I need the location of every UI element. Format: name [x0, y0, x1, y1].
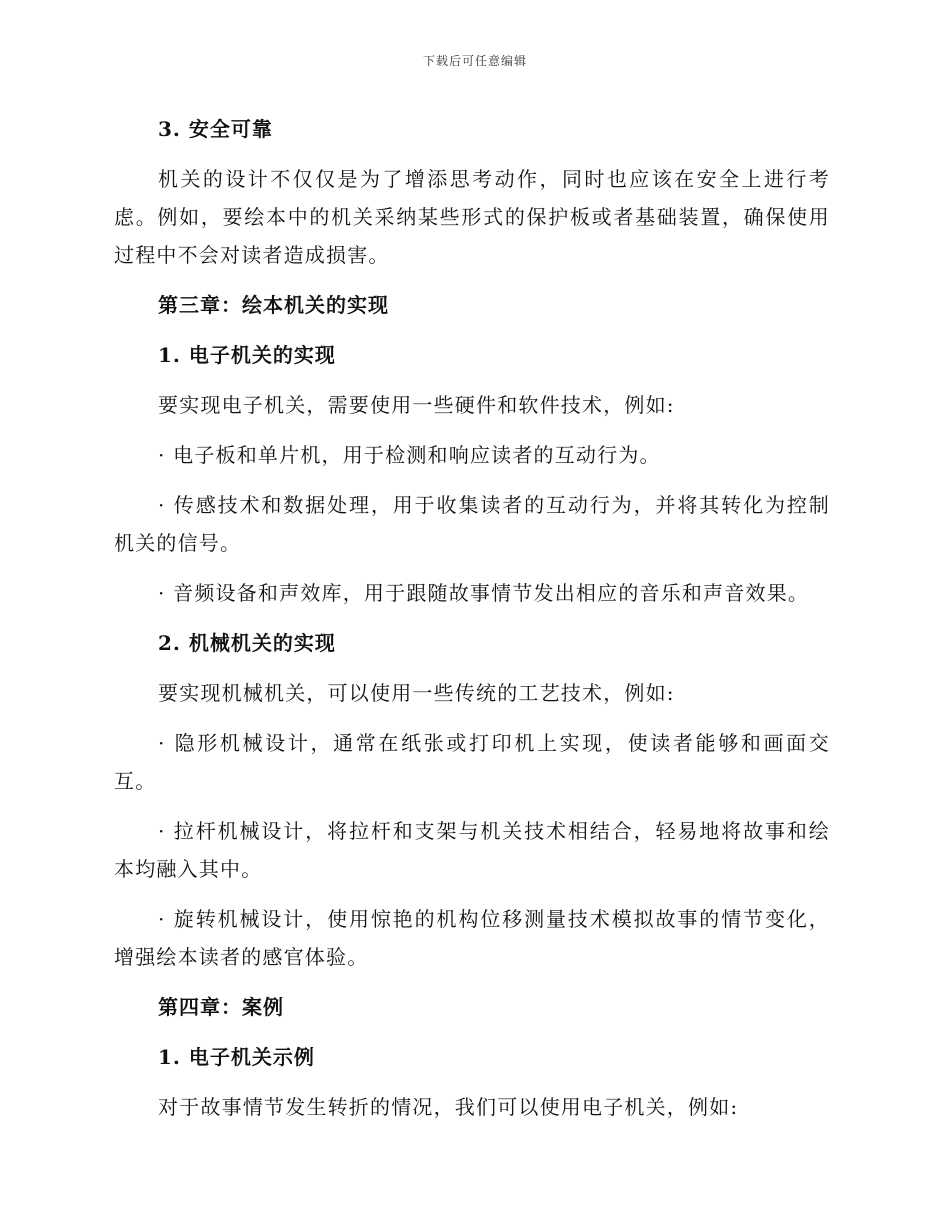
list-item: · 旋转机械设计，使用惊艳的机构位移测量技术模拟故事的情节变化，增强绘本读者的感官体验。 — [114, 907, 830, 969]
section-heading-example: 1. 电子机关示例 — [158, 1045, 315, 1069]
section-heading-electronic: 1. 电子机关的实现 — [158, 343, 336, 367]
list-item: · 电子板和单片机，用于检测和响应读者的互动行为。 — [158, 443, 661, 467]
chapter-heading-3: 第三章：绘本机关的实现 — [158, 293, 389, 317]
paragraph-example-intro: 对于故事情节发生转折的情况，我们可以使用电子机关，例如: — [158, 1095, 739, 1119]
list-item: · 隐形机械设计，通常在纸张或打印机上实现，使读者能够和画面交互。 — [114, 731, 830, 793]
list-item: · 音频设备和声效库，用于跟随故事情节发出相应的音乐和声音效果。 — [158, 581, 810, 605]
list-item: · 传感技术和数据处理，用于收集读者的互动行为，并将其转化为控制机关的信号。 — [114, 493, 830, 555]
page-header: 下载后可任意编辑 — [422, 54, 527, 68]
paragraph-electronic-intro: 要实现电子机关，需要使用一些硬件和软件技术，例如: — [158, 393, 675, 417]
document-body — [114, 110, 830, 1138]
paragraph-mechanical-intro: 要实现机械机关，可以使用一些传统的工艺技术，例如: — [158, 681, 675, 705]
paragraph-safety: 机关的设计不仅仅是为了增添思考动作，同时也应该在安全上进行考虑。例如，要绘本中的机关采纳某些形式的保护板或者基础装置，确保使用过程中不会对读者造成损害。 — [114, 167, 830, 267]
section-heading-safety: 3. 安全可靠 — [158, 117, 273, 141]
chapter-heading-4: 第四章：案例 — [158, 995, 284, 1019]
section-heading-mechanical: 2. 机械机关的实现 — [158, 631, 336, 655]
list-item: · 拉杆机械设计，将拉杆和支架与机关技术相结合，轻易地将故事和绘本均融入其中。 — [114, 819, 830, 881]
